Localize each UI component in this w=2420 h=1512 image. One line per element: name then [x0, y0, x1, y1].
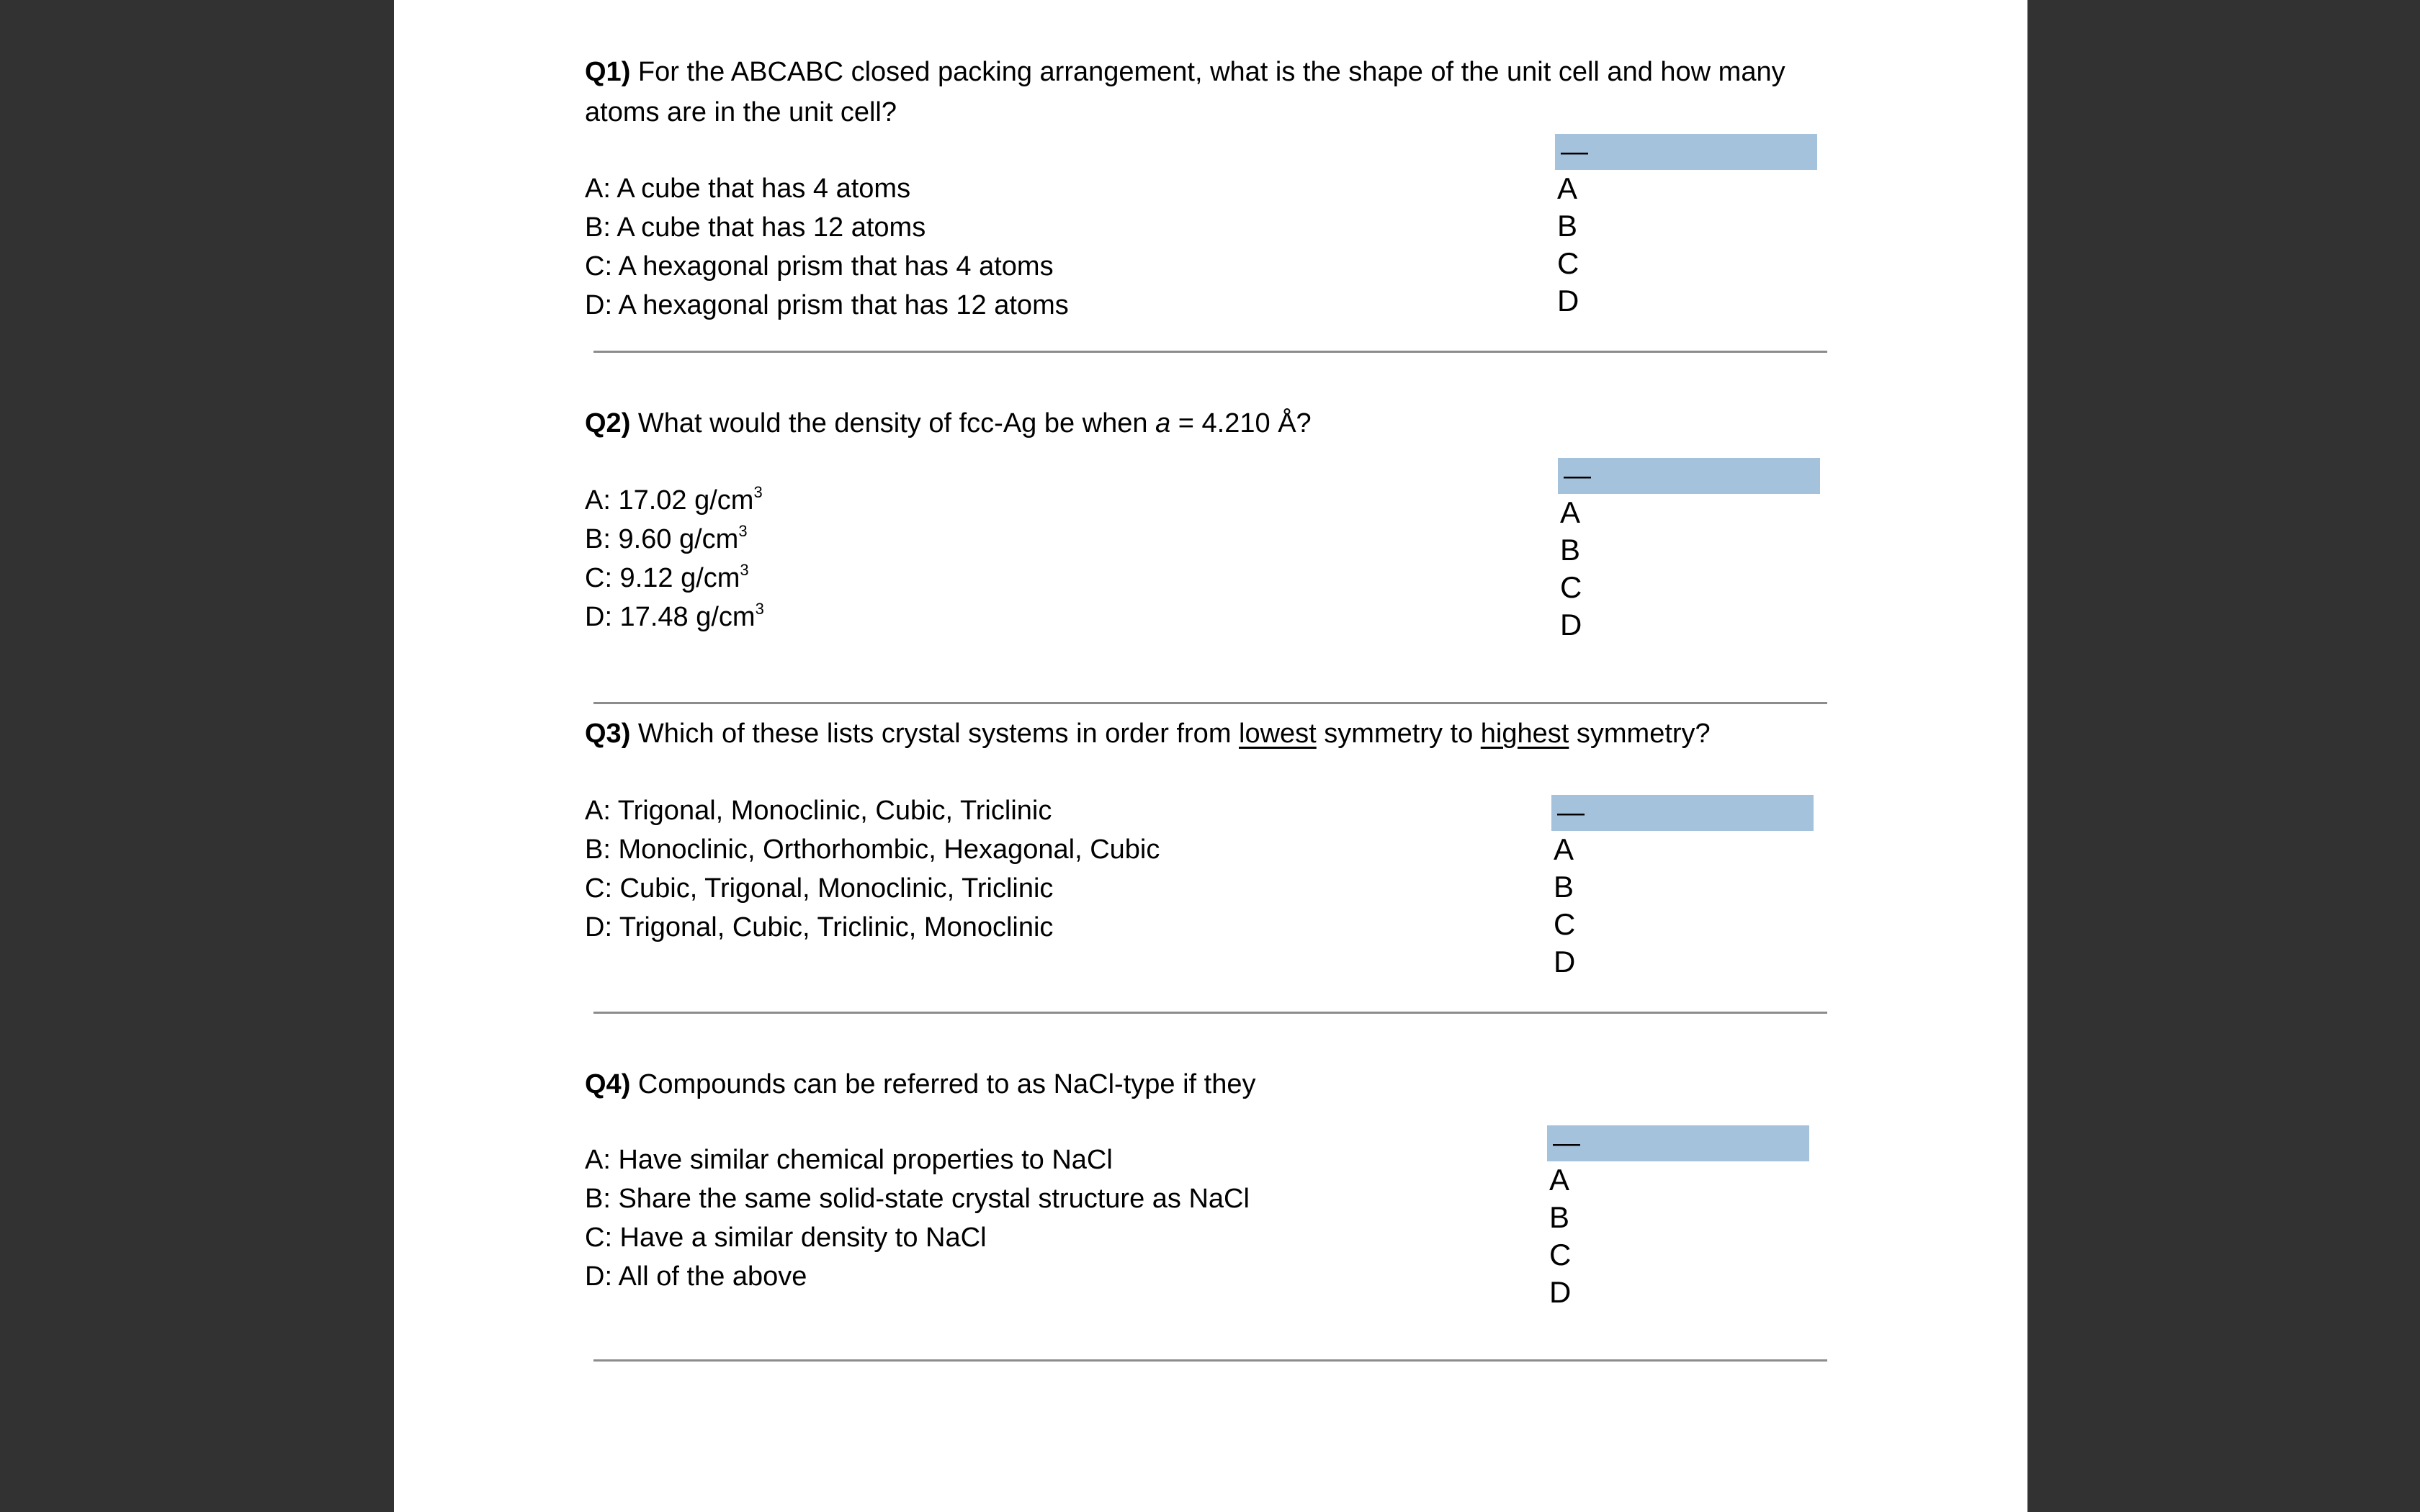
question-3-options — [585, 791, 1160, 947]
question-4-options — [585, 1140, 1250, 1296]
question-1-options — [585, 169, 1069, 325]
dropdown-option-c[interactable]: C — [1549, 1238, 1572, 1272]
question-2-text — [585, 403, 1809, 444]
question-4-text — [585, 1064, 1809, 1104]
dropdown-option-b[interactable]: B — [1549, 1200, 1570, 1234]
option-a: A: A cube that has 4 atoms — [585, 174, 911, 204]
option-d: D: All of the above — [585, 1261, 807, 1292]
option-c: C: Cubic, Trigonal, Monoclinic, Triclinic — [585, 873, 1054, 904]
dropdown-option-b[interactable]: B — [1554, 870, 1574, 904]
option-b: B: Share the same solid-state crystal structure as NaCl — [585, 1184, 1250, 1214]
dropdown-option-c[interactable]: C — [1557, 246, 1579, 280]
question-1-prompt: For the ABCABC closed packing arrangement, what is the shape of the unit cell and how many atoms are in the unit cell? — [585, 57, 1785, 127]
dropdown-selected-value[interactable]: — — [1558, 458, 1820, 494]
dropdown-option-d[interactable]: D — [1560, 608, 1582, 642]
dropdown-option-b[interactable]: B — [1560, 533, 1581, 567]
question-4-number: Q4) — [585, 1069, 631, 1099]
question-3-number: Q3) — [585, 719, 631, 749]
question-3-prompt-1: Which of these lists crystal systems in order from — [637, 719, 1240, 749]
option-b: B: 9.60 $g/cm^3$ — [585, 522, 748, 554]
option-c: C: 9.12 $g/cm^3$ — [585, 561, 749, 593]
question-2-prompt-end: = 4.210 Å? — [1170, 408, 1312, 438]
dropdown-option-d[interactable]: D — [1554, 945, 1576, 978]
question-2-number: Q2) — [585, 408, 631, 438]
question-3-emphasis-lowest: lowest — [1239, 719, 1317, 749]
question-1-number: Q1) — [585, 57, 631, 87]
section-divider — [593, 351, 1827, 353]
option-a: A: 17.02 $g/cm^3$ — [585, 483, 763, 516]
dropdown-option-d[interactable]: D — [1557, 284, 1579, 318]
section-divider — [593, 1012, 1827, 1014]
option-a: A: Trigonal, Monoclinic, Cubic, Triclinic — [585, 796, 1052, 826]
option-a: A: Have similar chemical properties to NaCl — [585, 1145, 1113, 1175]
document-page — [394, 0, 2027, 1512]
option-c: C: Have a similar density to NaCl — [585, 1223, 987, 1253]
option-d: D: A hexagonal prism that has 12 atoms — [585, 290, 1069, 320]
question-3-text — [585, 714, 1809, 754]
dropdown-option-a[interactable]: A — [1554, 832, 1574, 866]
section-divider — [593, 702, 1827, 704]
question-2-prompt-start: What would the density of fcc-Ag be when — [637, 408, 1156, 438]
dropdown-option-a[interactable]: A — [1560, 495, 1581, 529]
question-2-variable: a — [1155, 408, 1171, 438]
dropdown-option-c[interactable]: C — [1554, 907, 1576, 941]
question-4-answer-dropdown[interactable] — [1547, 1125, 1809, 1311]
dropdown-selected-value[interactable]: — — [1551, 795, 1814, 831]
dropdown-option-a[interactable]: A — [1549, 1163, 1570, 1197]
question-3-answer-dropdown[interactable] — [1551, 795, 1814, 981]
dropdown-selected-value[interactable]: — — [1555, 134, 1817, 170]
question-1-answer-dropdown[interactable] — [1555, 134, 1817, 320]
question-2-answer-dropdown[interactable] — [1558, 458, 1820, 644]
dropdown-option-d[interactable]: D — [1549, 1275, 1572, 1309]
section-divider — [593, 1359, 1827, 1362]
option-d: D: 17.48 $g/cm^3$ — [585, 600, 764, 632]
question-2-options — [585, 481, 764, 636]
option-c: C: A hexagonal prism that has 4 atoms — [585, 251, 1054, 282]
option-b: B: A cube that has 12 atoms — [585, 212, 926, 243]
option-b: B: Monoclinic, Orthorhombic, Hexagonal, Cubic — [585, 834, 1160, 865]
question-3-prompt-3: symmetry? — [1569, 719, 1711, 749]
dropdown-option-a[interactable]: A — [1557, 171, 1578, 205]
dropdown-selected-value[interactable]: — — [1547, 1125, 1809, 1161]
question-4-prompt: Compounds can be referred to as NaCl-type if they — [637, 1069, 1256, 1099]
dropdown-option-b[interactable]: B — [1557, 209, 1578, 243]
question-3-emphasis-highest: highest — [1480, 719, 1569, 749]
dropdown-option-c[interactable]: C — [1560, 570, 1582, 604]
question-1-text — [585, 52, 1809, 132]
question-3-prompt-2: symmetry to — [1316, 719, 1481, 749]
option-d: D: Trigonal, Cubic, Triclinic, Monoclinic — [585, 912, 1054, 942]
